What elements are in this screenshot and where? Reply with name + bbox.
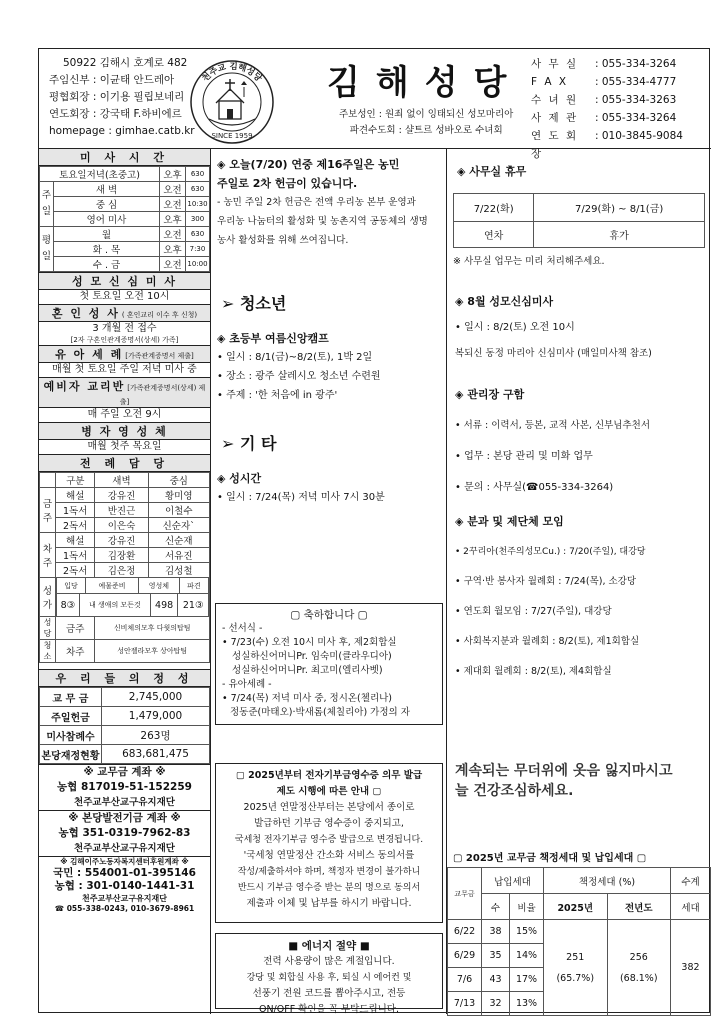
energy-line-2: 강당 및 회합실 사용 후, 퇴실 시 에어컨 및 — [246, 973, 412, 983]
service-heading — [39, 422, 210, 440]
hymn-value: 498 — [150, 594, 177, 616]
hymn-head-row — [40, 578, 210, 594]
parish-logo — [189, 59, 275, 145]
mass-row — [40, 242, 210, 257]
acct2-owner: 천주교부산교구유지재단 — [74, 843, 175, 854]
clean-week: 금주 — [56, 617, 95, 640]
congrats-box — [215, 603, 443, 725]
left-column — [39, 149, 211, 1014]
duty-cell: 김장환 — [95, 548, 148, 563]
congrats-line-7: 정동준(마태오)·박새롬(체칠리아) 가정의 자 — [230, 707, 410, 718]
hymn-group-char: 가 — [42, 600, 53, 611]
camp-title: ◈ 초등부 여름신앙캠프 — [217, 332, 329, 345]
meeting-2: • 구역·반 봉사자 월례회 : 7/24(목), 소강당 — [455, 576, 637, 587]
meetings-title: ◈ 분과 및 제단체 모임 — [455, 515, 564, 528]
mass-group-char: 평 — [41, 235, 52, 246]
fee-set-head: 책정세대 (%) — [544, 868, 671, 894]
mass-time: 630 — [186, 182, 210, 197]
fee-date: 6/22 — [448, 920, 482, 944]
mass-row — [40, 197, 210, 212]
service-note: ( 혼인교리 이수 후 신청) — [121, 311, 198, 319]
congrats-line-6: • 7/24(목) 저녁 미사 중, 정시온(첼리나) — [222, 693, 393, 704]
meetings-section — [455, 507, 707, 687]
acct3-tel: ☎ 055-338-0243, 010-3679-8961 — [54, 904, 195, 913]
contact-row — [531, 73, 711, 91]
mass-title: 미 사 시 간 — [39, 149, 210, 166]
receipt-line-7: 제출과 이체 및 납부를 하시기 바랍니다. — [246, 898, 412, 909]
service-subnote: [2자 구혼인관계증명서(상세) 가족] — [70, 336, 179, 344]
clean-team: 신비체의모후 다윗의탑팀 — [95, 617, 210, 640]
notice-heading-1: ◈ 오늘(7/20) 연중 제16주일은 농민 — [217, 158, 400, 171]
mass-row — [40, 212, 210, 227]
duty-group-char: 주 — [42, 558, 53, 569]
contact-value: : 010-3845-9084 — [595, 130, 683, 142]
mass-name: 화 . 목 — [54, 242, 160, 257]
service-value: 매월 첫주 목요일 — [87, 441, 162, 452]
services-list — [39, 272, 210, 454]
address: 50922 김해시 호계로 482 — [63, 57, 188, 69]
energy-box — [215, 933, 443, 1015]
camp-theme: • 주제 : '한 처음에 in 광주' — [217, 390, 338, 401]
fee-set-2025 — [544, 920, 608, 1016]
fee-set-prev — [607, 920, 671, 1016]
fee-rate: 13% — [510, 992, 544, 1016]
duty-cell: 김성철 — [148, 563, 209, 578]
mass-row — [40, 257, 210, 272]
hymn-group-char: 성 — [42, 586, 53, 597]
accounts — [39, 764, 210, 914]
duty-head-row — [40, 473, 210, 488]
duty-row — [40, 518, 210, 533]
mass-table — [39, 166, 210, 272]
pastor: 주임신부 : 이균태 안드레아 — [49, 74, 175, 86]
fee-head-row-1 — [448, 868, 711, 894]
hymn-head-cell — [56, 578, 210, 594]
hymn-head: 입당 — [57, 578, 86, 593]
mass-ampm: 오전 — [160, 182, 186, 197]
offering-label: 미사참례수 — [40, 726, 102, 745]
notice-body-3: 농사 활성화를 위해 쓰여집니다. — [217, 235, 349, 246]
duty-cell: 2독서 — [56, 518, 95, 533]
contact-label: 수 녀 원 — [531, 94, 579, 106]
youth-chair: 연도회장 : 강국태 F.하비에르 — [49, 108, 182, 120]
mass-time: 630 — [186, 167, 210, 182]
youth-heading: ➢ 청소년 — [221, 294, 287, 313]
duty-row — [40, 548, 210, 563]
service-value: 매 주일 오전 9시 — [87, 409, 162, 420]
office-type: 연차 — [454, 222, 534, 248]
homepage: homepage : gimhae.catb.kr — [49, 125, 195, 137]
hymn-head-table — [56, 578, 209, 593]
mass-group-char: 일 — [41, 251, 52, 262]
energy-line-4: ON/OFF 확인을 꼭 부탁드립니다. — [258, 1004, 400, 1015]
fee-set-2025-pct: (65.7%) — [556, 972, 595, 984]
offering-label: 교 무 금 — [40, 688, 102, 707]
fee-table — [447, 867, 711, 1016]
duty-head: 구분 — [56, 473, 95, 488]
office-type-row — [454, 222, 705, 248]
fee-total-head: 수계 — [671, 868, 711, 894]
acct3-number2: 농협 : 301-0140-1441-31 — [54, 880, 195, 892]
hymn-head: 파견 — [179, 578, 208, 593]
receipt-line-2: 발급하던 기부금 영수증이 중지되고, — [254, 818, 404, 829]
offering-row — [40, 745, 210, 764]
fee-head-row-2 — [448, 894, 711, 920]
mass-group — [40, 182, 54, 227]
congrats-line-3: 성실하신어머니Pr. 임숙미(클라우디아) — [232, 651, 392, 662]
greeting-line-2: 늘 건강조심하세요. — [455, 783, 574, 799]
acct1-title: ※ 교무금 계좌 ※ — [83, 766, 166, 778]
energy-line-1: 전력 사용량이 많은 계절입니다. — [263, 956, 395, 967]
manager-duty: • 업무 : 본당 관리 및 미화 업무 — [455, 451, 593, 462]
mary-section — [455, 289, 705, 367]
mass-row — [40, 167, 210, 182]
mass-time: 10:30 — [186, 197, 210, 212]
duty-cell: 김은정 — [95, 563, 148, 578]
service-title: 병 자 영 성 체 — [81, 425, 168, 438]
contact-row — [531, 91, 711, 109]
duty-cell: 해설 — [56, 533, 95, 548]
contact-row — [531, 55, 711, 73]
office-table — [453, 193, 705, 248]
service-heading — [39, 377, 210, 408]
logo-since: SINCE 1959 — [211, 132, 253, 140]
hymn-value: 8③ — [57, 594, 80, 616]
duty-cell: 1독서 — [56, 503, 95, 518]
service-value: 3 개월 전 접수 — [92, 323, 157, 334]
sisters: 파견수도회 : 샬트르 성바오로 수녀회 — [349, 125, 503, 136]
offering-value: 1,479,000 — [102, 707, 210, 726]
service-note: [가족관계증명서 제출] — [125, 352, 194, 360]
meeting-4: • 사회복지분과 월례회 : 8/2(토), 제1회합실 — [455, 636, 640, 647]
duty-head: 중심 — [148, 473, 209, 488]
mass-ampm: 오후 — [160, 212, 186, 227]
duty-row — [40, 488, 210, 503]
mass-name: 월 — [54, 227, 160, 242]
duty-cell: 강유진 — [95, 533, 148, 548]
service-title: 혼 인 성 사 — [51, 307, 120, 320]
fee-paid-head: 납입세대 — [482, 868, 544, 894]
fee-title: ▢ 2025년 교무금 책정세대 및 납입세대 ▢ — [453, 853, 647, 864]
receipt-line-5: 작성/제출하셔야 하며, 책정자 변경이 불가하니 — [237, 867, 421, 877]
duty-cell: 신순자` — [148, 518, 209, 533]
manager-section — [455, 379, 707, 503]
hymn-head: 영성체 — [138, 578, 179, 593]
camp-section — [217, 329, 445, 405]
bulletin-page — [38, 48, 710, 1013]
office-type: 휴가 — [534, 222, 705, 248]
header-info — [49, 55, 195, 140]
duty-cell: 1독서 — [56, 548, 95, 563]
acct1-owner: 천주교부산교구유지재단 — [74, 797, 175, 808]
clean-row — [40, 640, 210, 663]
hymn-head: 예물준비 — [86, 578, 139, 593]
logo-text: 천주교 김해성당 — [200, 61, 264, 84]
camp-date: • 일시 : 8/1(금)~8/2(토), 1박 2일 — [217, 352, 373, 363]
service-heading — [39, 304, 210, 322]
mass-ampm: 오후 — [160, 167, 186, 182]
duty-head: 새벽 — [95, 473, 148, 488]
fee-count-head: 수 — [482, 894, 510, 920]
contact-label: 연 도 회 장 — [531, 130, 579, 160]
service-title: 유 아 세 례 — [55, 348, 124, 361]
fee-count: 32 — [482, 992, 510, 1016]
mary-date: • 일시 : 8/2(토) 오전 10시 — [455, 322, 575, 333]
fee-count: 38 — [482, 920, 510, 944]
fee-rate: 17% — [510, 968, 544, 992]
fee-rate: 14% — [510, 944, 544, 968]
fee-set-prev-value: 256 — [629, 951, 648, 963]
clean-team: 성안젤라모후 상아탑팀 — [95, 640, 210, 663]
clean-group: 성당 — [40, 617, 56, 640]
holy-hour-date: • 일시 : 7/24(목) 저녁 미사 7시 30분 — [217, 492, 385, 503]
mass-row — [40, 227, 210, 242]
congrats-line-4: 성실하신어머니Pr. 최고미(엘리사벳) — [232, 665, 383, 676]
service-value: 첫 토요일 오전 10시 — [79, 291, 170, 302]
hymn-value: 내 생애의 모든것 — [79, 594, 150, 616]
office-note: ※ 사무실 업무는 미리 처리해주세요. — [453, 256, 605, 267]
offering-row — [40, 707, 210, 726]
duty-group-char: 주 — [42, 513, 53, 524]
offering-table — [39, 687, 210, 764]
congrats-line-2: • 7/23(수) 오전 10시 미사 후, 제2회합실 — [222, 637, 397, 648]
meeting-1: • 2꾸리아(천주의성모Cu.) : 7/20(주일), 대강당 — [455, 547, 646, 557]
fee-set-prev-pct: (68.1%) — [619, 972, 658, 984]
contact-value: : 055-334-3263 — [595, 94, 677, 106]
offering-value: 683,681,475 — [102, 745, 210, 764]
receipt-title-1: ▢ 2025년부터 전자기부금영수증 의무 발급 — [235, 770, 423, 781]
office-title: ◈ 사무실 휴무 — [457, 165, 527, 178]
fee-date: 7/13 — [448, 992, 482, 1016]
service-heading — [39, 272, 210, 290]
contact-value: : 055-334-3264 — [595, 58, 677, 70]
fee-rate-head: 비율 — [510, 894, 544, 920]
receipt-box — [215, 763, 443, 923]
mass-ampm: 오전 — [160, 257, 186, 272]
contact-label: F A X — [531, 76, 569, 88]
duty-cell: 서유진 — [148, 548, 209, 563]
duty-group-char: 금 — [42, 499, 53, 510]
middle-column — [211, 149, 447, 1014]
fee-total: 382 — [671, 920, 711, 1016]
manager-docs: • 서류 : 이력서, 등본, 교적 사본, 신부님추천서 — [455, 420, 651, 431]
office-date: 7/22(화) — [454, 194, 534, 222]
receipt-title-2: 제도 시행에 따른 안내 ▢ — [276, 786, 382, 797]
hymn-value-table — [56, 594, 209, 616]
mass-ampm: 오전 — [160, 227, 186, 242]
mass-group-char: 일 — [41, 206, 52, 217]
acct3-owner: 천주교부산교구유지재단 — [81, 894, 167, 903]
fee-prev-head: 전년도 — [607, 894, 671, 920]
duty-cell: 강유진 — [95, 488, 148, 503]
mass-name: 수 . 금 — [54, 257, 160, 272]
fee-date: 7/6 — [448, 968, 482, 992]
hymn-value: 21③ — [178, 594, 209, 616]
acct2-title: ※ 본당발전기금 계좌 ※ — [39, 810, 210, 826]
receipt-line-3: 국세청 전자기부금 영수증 발급으로 변경됩니다. — [234, 835, 424, 845]
duty-group-char: 차 — [42, 544, 53, 555]
manager-contact: • 문의 : 사무실(☎055-334-3264) — [455, 482, 614, 493]
congrats-line-5: - 유아세례 - — [222, 679, 272, 690]
offering-row — [40, 726, 210, 745]
service-heading — [39, 345, 210, 363]
duty-row — [40, 533, 210, 548]
office-date: 7/29(화) ~ 8/1(금) — [534, 194, 705, 222]
duty-cell: 황미영 — [148, 488, 209, 503]
fee-count: 43 — [482, 968, 510, 992]
receipt-line-1: 2025년 연말정산부터는 본당에서 종이로 — [243, 802, 415, 813]
contact-value: : 055-334-4777 — [595, 76, 677, 88]
patron: 주보성인 : 원죄 없이 잉태되신 성모마리아 — [339, 109, 514, 120]
contact-label: 사 제 관 — [531, 112, 579, 124]
mass-time: 7:30 — [186, 242, 210, 257]
office-date-row — [454, 194, 705, 222]
service-title: 예비자 교리반 — [43, 380, 126, 393]
mary-desc: 복되신 동정 마리아 신심미사 (매일미사책 참조) — [455, 348, 652, 359]
contact-row — [531, 109, 711, 127]
notice-body-2: 우리농 나눔터의 활성화 및 농촌지역 공동체의 생명 — [217, 216, 428, 227]
congrats-line-1: - 선서식 - — [222, 623, 263, 634]
fee-date: 6/29 — [448, 944, 482, 968]
contact-list — [531, 55, 711, 163]
camp-place: • 장소 : 광주 살레시오 청소년 수련원 — [217, 371, 381, 382]
offering-label: 주일헌금 — [40, 707, 102, 726]
offering-row — [40, 688, 210, 707]
offering-value: 2,745,000 — [102, 688, 210, 707]
notice-body-1: - 농민 주일 2차 헌금은 전액 우리농 본부 운영과 — [217, 197, 416, 208]
fee-2025-head: 2025년 — [544, 894, 608, 920]
mass-name: 새 벽 — [54, 182, 160, 197]
duty-row — [40, 563, 210, 578]
notice-heading-2: 주일로 2차 헌금이 있습니다. — [217, 177, 358, 190]
holy-hour — [217, 469, 445, 507]
mass-time: 630 — [186, 227, 210, 242]
duty-table — [39, 472, 210, 663]
duty-cell: 2독서 — [56, 563, 95, 578]
mass-time: 300 — [186, 212, 210, 227]
receipt-line-6: 반드시 기부금 영수증 받는 분의 명으로 동의서 — [237, 883, 421, 893]
receipt-line-4: '국세청 연말정산 간소화 서비스 동의서를 — [243, 850, 415, 861]
duty-cell: 이은숙 — [95, 518, 148, 533]
etc-heading: ➢ 기 타 — [221, 434, 277, 453]
clean-week: 차주 — [56, 640, 95, 663]
fee-rate: 15% — [510, 920, 544, 944]
acct2-number: 농협 351-0319-7962-83 — [58, 827, 191, 839]
energy-title: ■ 에너지 절약 ■ — [288, 940, 370, 952]
mass-group-char: 주 — [41, 190, 52, 201]
offering-value: 263명 — [102, 726, 210, 745]
acct1-number: 농협 817019-51-152259 — [57, 781, 192, 793]
fee-row — [448, 920, 711, 944]
clean-group: 청소 — [40, 640, 56, 663]
fee-house-head: 세대 — [671, 894, 711, 920]
page-title: 김해성당 — [327, 63, 523, 103]
mass-name: 영어 미사 — [54, 212, 160, 227]
duty-group — [40, 533, 56, 578]
service-value: 매월 첫 토요일 주일 저녁 미사 중 — [52, 364, 197, 375]
duty-title: 전 례 담 당 — [39, 454, 210, 472]
duty-corner — [40, 473, 56, 488]
contact-value: : 055-334-3264 — [595, 112, 677, 124]
duty-group — [40, 488, 56, 533]
hymn-value-cell — [56, 594, 210, 617]
offering-label: 본당재정현황 — [40, 745, 102, 764]
greeting — [455, 761, 672, 801]
mass-ampm: 오후 — [160, 242, 186, 257]
mass-group — [40, 227, 54, 272]
farmer-notice — [217, 155, 443, 250]
mass-time: 10:00 — [186, 257, 210, 272]
duty-cell: 신순재 — [148, 533, 209, 548]
offering-title: 우 리 들 의 정 성 — [39, 669, 210, 687]
congrats-title: ▢ 축하합니다 ▢ — [290, 609, 368, 621]
clean-row — [40, 617, 210, 640]
mass-name: 중 심 — [54, 197, 160, 212]
mary-title: ◈ 8월 성모신심미사 — [455, 295, 554, 308]
mass-ampm: 오전 — [160, 197, 186, 212]
manager-title: ◈ 관리장 구함 — [455, 388, 525, 401]
fee-count: 35 — [482, 944, 510, 968]
mass-name: 토요일저녁(초중고) — [40, 167, 160, 182]
duty-row — [40, 503, 210, 518]
meeting-5: • 제대회 월례회 : 8/2(토), 제4회합실 — [455, 666, 612, 677]
holy-hour-title: ◈ 성시간 — [217, 472, 262, 485]
hymn-group — [40, 578, 56, 617]
hymn-value-row — [40, 594, 210, 617]
acct3-title: ※ 김해이주노동자복지센터후원계좌 ※ — [39, 856, 210, 867]
meeting-3: • 연도회 월모임 : 7/27(주일), 대강당 — [455, 606, 612, 617]
duty-cell: 반진근 — [95, 503, 148, 518]
duty-cell: 이철수 — [148, 503, 209, 518]
council-chair: 평협회장 : 이기용 필립보네리 — [49, 91, 185, 103]
service-title: 성 모 신 심 미 사 — [72, 275, 177, 288]
right-column — [447, 149, 711, 1014]
fee-label: 교무금 — [448, 868, 482, 920]
acct3-number1: 국민 : 554001-01-395146 — [53, 867, 196, 879]
duty-cell: 해설 — [56, 488, 95, 503]
fee-set-2025-value: 251 — [566, 951, 585, 963]
service-note: [가족관계증명서(상세) 제출] — [119, 384, 206, 406]
hymn-value-inner — [57, 594, 209, 616]
hymn-head-inner — [57, 578, 209, 593]
greeting-line-1: 계속되는 무더위에 옷음 잃지마시고 — [455, 763, 673, 779]
header-subtitle — [339, 107, 513, 139]
mass-row — [40, 182, 210, 197]
energy-line-3: 선풍기 전원 코드를 뽑아주시고, 전등 — [252, 988, 406, 999]
contact-label: 사 무 실 — [531, 58, 579, 70]
